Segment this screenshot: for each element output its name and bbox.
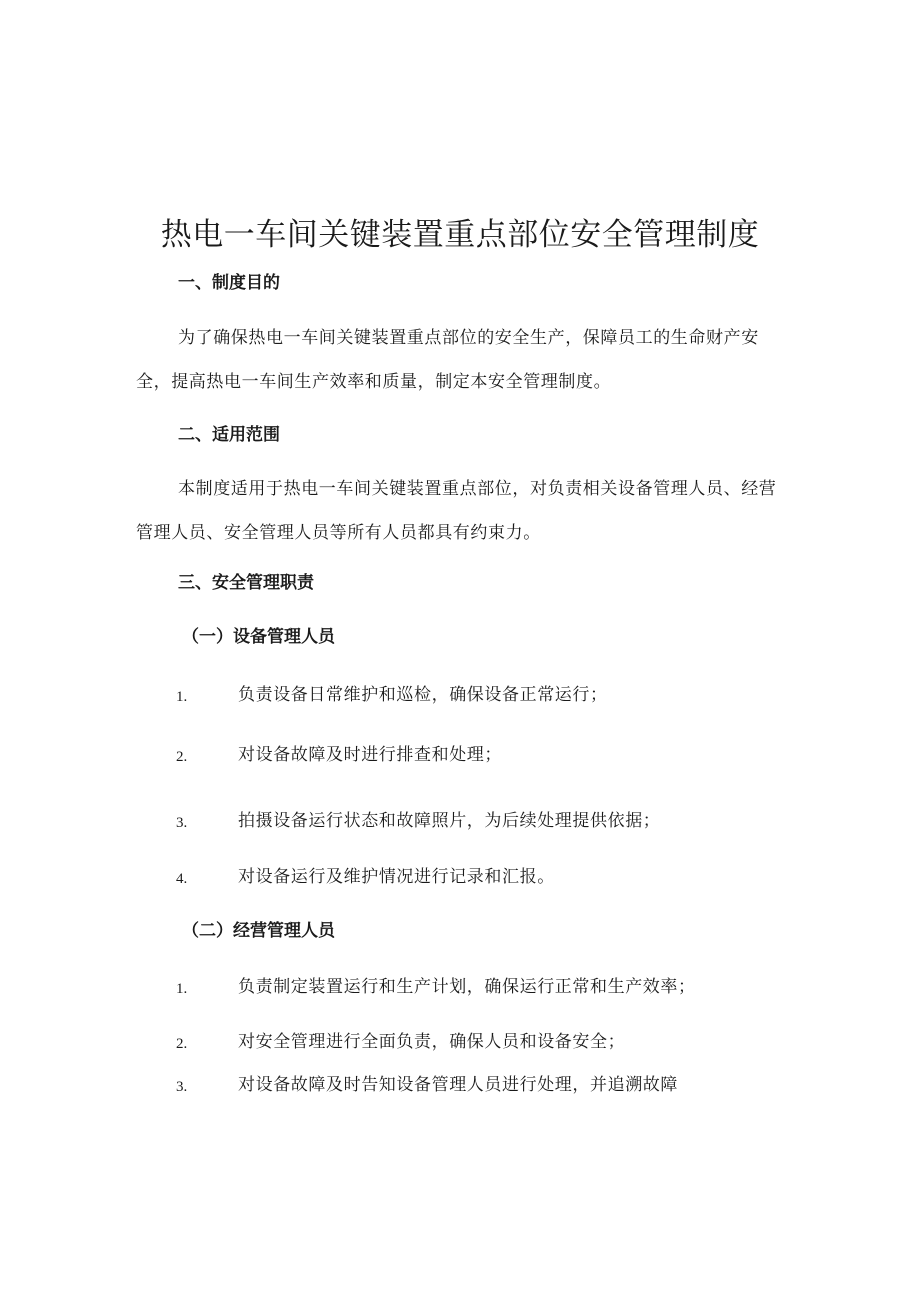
section-heading-scope: 二、适用范围 bbox=[178, 425, 280, 445]
list-item-number: 3. bbox=[176, 1079, 188, 1095]
list-item-text: 对安全管理进行全面负责，确保人员和设备安全； bbox=[238, 1032, 626, 1052]
section-paragraph-scope: 本制度适用于热电一车间关键装置重点部位，对负责相关设备管理人员、经营管理人员、安全管理人员等所有人员都具有约束力。 bbox=[136, 479, 777, 543]
list-item-number: 4. bbox=[176, 871, 188, 887]
list-item-number: 1. bbox=[176, 689, 188, 705]
list-item-text: 对设备故障及时进行排查和处理； bbox=[238, 745, 502, 765]
list-item-text: 拍摄设备运行状态和故障照片，为后续处理提供依据； bbox=[238, 811, 661, 831]
list-item-number: 3. bbox=[176, 815, 188, 831]
list-item-number: 2. bbox=[176, 1036, 188, 1052]
list-item-text: 负责设备日常维护和巡检，确保设备正常运行； bbox=[238, 685, 608, 705]
section-paragraph-purpose: 为了确保热电一车间关键装置重点部位的安全生产，保障员工的生命财产安全，提高热电一车间生产效率和质量，制定本安全管理制度。 bbox=[136, 328, 759, 392]
subsection-heading-business-managers: （二）经营管理人员 bbox=[182, 921, 335, 941]
list-item-text: 对设备运行及维护情况进行记录和汇报。 bbox=[238, 867, 555, 887]
section-heading-purpose: 一、制度目的 bbox=[178, 273, 280, 293]
list-item-number: 1. bbox=[176, 981, 188, 997]
list-item-number: 2. bbox=[176, 749, 188, 765]
list-item-text: 负责制定装置运行和生产计划，确保运行正常和生产效率； bbox=[238, 977, 696, 997]
section-heading-responsibilities: 三、安全管理职责 bbox=[178, 573, 314, 593]
subsection-heading-equipment-managers: （一）设备管理人员 bbox=[182, 627, 335, 647]
document-title: 热电一车间关键装置重点部位安全管理制度 bbox=[160, 217, 760, 253]
list-item-text: 对设备故障及时告知设备管理人员进行处理，并追溯故障 bbox=[238, 1075, 678, 1095]
